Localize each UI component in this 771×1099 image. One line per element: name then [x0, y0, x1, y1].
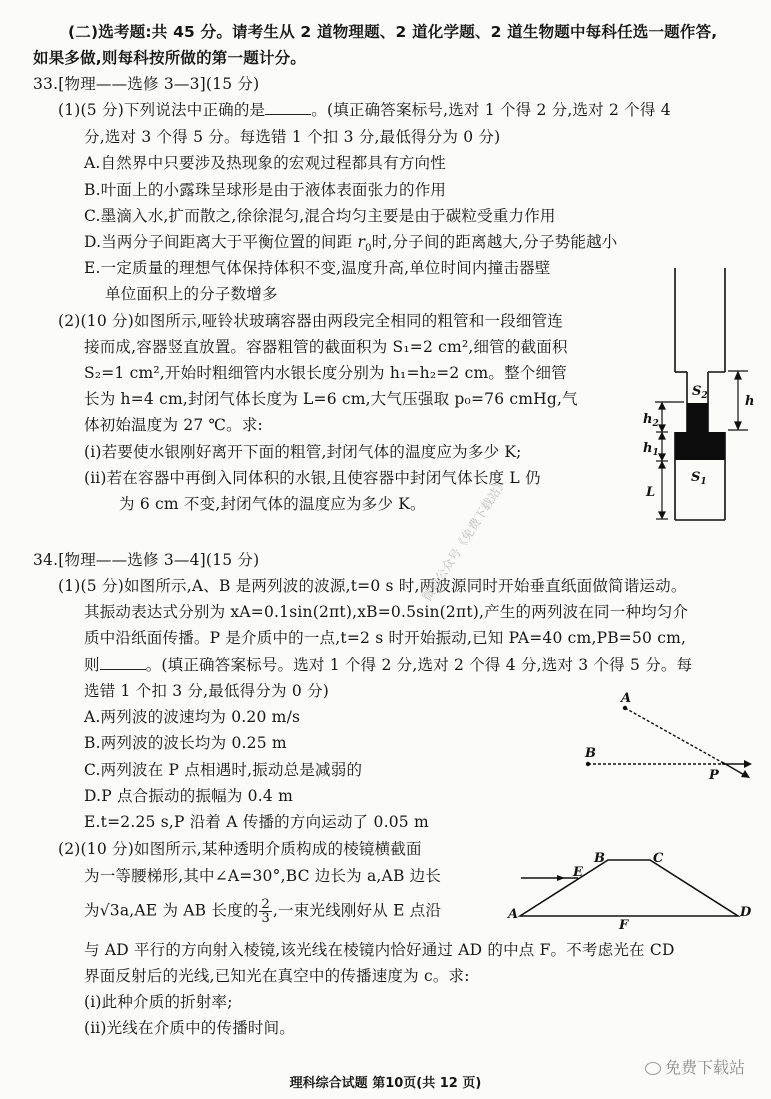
L-arrow-up	[659, 462, 665, 468]
q33-part2-sub2-line2: 为 6 cm 不变,封闭气体的温度应为多少 K。	[119, 495, 426, 513]
q34-part2-sub2: (ⅱ)光线在介质中的传播时间。	[84, 1019, 296, 1037]
prism-trapezoid	[520, 860, 738, 916]
q34-part2-line1: (2)(10 分)如图所示,某种透明介质构成的棱镜横截面	[58, 840, 422, 858]
q34-part1-line4	[84, 655, 692, 675]
label-S2: $S_2$	[692, 384, 708, 401]
q33-title: 33.[物理——选修 3—3](15 分)	[33, 75, 260, 93]
page-footer: 理科综合试题 第10页(共 12 页)	[289, 1076, 482, 1091]
q34-option-b: B.两列波的波长均为 0.25 m	[84, 734, 287, 752]
watermark-logo-text: 免费下载站	[665, 1058, 746, 1077]
q34-option-a: A.两列波的波速均为 0.20 m/s	[84, 708, 301, 726]
q34-part2-line5: 界面反射后的光线,已知光在真空中的传播速度为 c。求:	[84, 967, 470, 985]
q33-part2-line3: S₂=1 cm²,开始时粗细管内水银长度分别为 h₁=h₂=2 cm。整个细管	[84, 364, 567, 382]
label-h: h	[745, 394, 755, 409]
prism-label-D: D	[740, 905, 752, 920]
q34-part2-line4: 与 AD 平行的方向射入棱镜,该光线在棱镜内恰好通过 AD 的中点 F。不考虑光在 CD	[84, 941, 675, 959]
q34-part1-line2: 其振动表达式分别为 xA=0.1sin(2πt),xB=0.5sin(2πt),产生的两列波在同一种均匀介	[84, 603, 689, 621]
h1-arrow-down	[659, 454, 665, 460]
prism-label-F: F	[619, 918, 629, 933]
q33-part2-line4: 长为 h=4 cm,封闭气体长度为 L=6 cm,大气压强取 p₀=76 cmHg,气	[84, 390, 578, 408]
q33-option-d-text-b: 时,分子间的距离越大,分子势能越小	[371, 233, 618, 251]
h-arrow-down	[735, 422, 741, 429]
point-B-dot	[586, 762, 590, 766]
prism-label-C: C	[653, 851, 664, 866]
fraction-denominator: 3	[261, 911, 270, 926]
q33-part2-line5: 体初始温度为 27 ℃。求:	[84, 416, 263, 434]
q33-option-e-line2: 单位面积上的分子数增多	[105, 285, 278, 303]
h1-arrow-up	[659, 433, 665, 439]
wave-label-A: A	[621, 691, 632, 706]
answer-blank	[100, 655, 146, 670]
q33-part2-line1: (2)(10 分)如图所示,哑铃状玻璃容器由两段完全相同的粗管和一段细管连	[58, 312, 564, 330]
q33-option-d-var: r	[357, 233, 366, 251]
q33-part1-suffix: 。(填正确答案标号,选对 1 个得 2 分,选对 2 个得 4	[311, 101, 671, 119]
q34-part2-sub1: (ⅰ)此种介质的折射率;	[84, 993, 233, 1011]
prism-label-A: A	[508, 907, 519, 922]
diagonal-watermark: 微信公众号《免费下载站》	[419, 475, 510, 604]
q34-part1-line5: 选错 1 个扣 3 分,最低得分为 0 分)	[84, 682, 330, 700]
point-A-dot	[623, 706, 627, 710]
q34-part2-line2: 为一等腰梯形,其中∠A=30°,BC 边长为 a,AB 边长	[84, 867, 442, 885]
wave-label-B: B	[585, 746, 596, 761]
q34-option-e: E.t=2.25 s,P 沿着 A 传播的方向运动了 0.05 m	[84, 813, 429, 831]
q34-part1-line4-prefix: 则	[84, 656, 100, 674]
q34-title: 34.[物理——选修 3—4](15 分)	[33, 551, 260, 569]
prism-label-B: B	[594, 851, 605, 866]
q33-part2-line2: 接而成,容器竖直放置。容器粗管的截面积为 S₁=2 cm²,细管的截面积	[84, 338, 568, 356]
q34-part2-line3-a: 为√3a,AE 为 AB 长度的	[84, 901, 259, 920]
mercury-in-lower-tube	[675, 432, 725, 460]
q33-option-a: A.自然界中只要涉及热现象的宏观过程都具有方向性	[84, 154, 446, 172]
q33-part1-line2: 分,选对 3 个得 5 分。每选错 1 个扣 3 分,最低得分为 0 分)	[84, 128, 501, 146]
section-heading-line2: 如果多做,则每科按所做的第一题计分。	[33, 49, 306, 67]
h-arrow-up	[735, 372, 741, 379]
mercury-in-neck	[687, 403, 708, 433]
q34-part2-line3	[84, 898, 441, 925]
q34-part1-line4-suffix: 。(填正确答案标号。选对 1 个得 2 分,选对 2 个得 4 分,选对 3 个得 5 分。每	[145, 656, 693, 674]
incident-ray-arrowhead	[557, 875, 565, 881]
wave-label-P: P	[709, 768, 719, 783]
line-A-to-P	[625, 708, 725, 764]
fraction-two-thirds	[259, 898, 271, 925]
q33-option-d-sub: 0	[365, 243, 372, 255]
section-heading-line1: (二)选考题:共 45 分。请考生从 2 道物理题、2 道化学题、2 道生物题中每科任选一题作答,	[68, 23, 718, 41]
q33-part1-prefix: (1)(5 分)下列说法中正确的是	[58, 101, 266, 119]
q33-part2-sub1: (ⅰ)若要使水银刚好离开下面的粗管,封闭气体的温度应为多少 K;	[84, 443, 522, 461]
q33-option-b: B.叶面上的小露珠呈球形是由于液体表面张力的作用	[84, 181, 447, 199]
h2-arrow-down	[659, 425, 665, 431]
h2-arrow-up	[659, 403, 665, 409]
label-h2: $h_2$	[643, 412, 659, 429]
fraction-numerator: 2	[261, 897, 270, 912]
label-S1: $S_1$	[691, 470, 707, 487]
label-L: L	[646, 485, 656, 500]
q34-part2-line3-b: ,一束光线刚好从 E 点沿	[272, 901, 442, 920]
q34-option-c: C.两列波在 P 点相遇时,振动总是减弱的	[84, 761, 363, 779]
q33-part2-sub2-line1: (ⅱ)若在容器中再倒入同体积的水银,且使容器中封闭气体长度 L 仍	[84, 469, 541, 487]
arrowhead-horizontal	[744, 760, 752, 768]
q34-option-d: D.P 点合振动的振幅为 0.4 m	[84, 787, 293, 805]
label-h1: $h_1$	[643, 441, 659, 458]
q33-option-e-line1: E.一定质量的理想气体保持体积不变,温度升高,单位时间内撞击器壁	[84, 259, 551, 277]
q33-option-d-text-a: D.当两分子间距离大于平衡位置的间距	[84, 233, 358, 251]
q34-part1-line1: (1)(5 分)如图所示,A、B 是两列波的波源,t=0 s 时,两波源同时开始垂直纸面做简谐运动。	[58, 577, 687, 595]
L-arrow-down	[659, 512, 665, 518]
prism-label-E: E	[573, 865, 583, 880]
q34-part1-line3: 质中沿纸面传播。P 是介质中的一点,t=2 s 时开始振动,已知 PA=40 cm,PB=50 cm,	[84, 629, 687, 647]
q33-option-c: C.墨滴入水,扩而散之,徐徐混匀,混合均匀主要是由于碳粒受重力作用	[84, 207, 556, 225]
